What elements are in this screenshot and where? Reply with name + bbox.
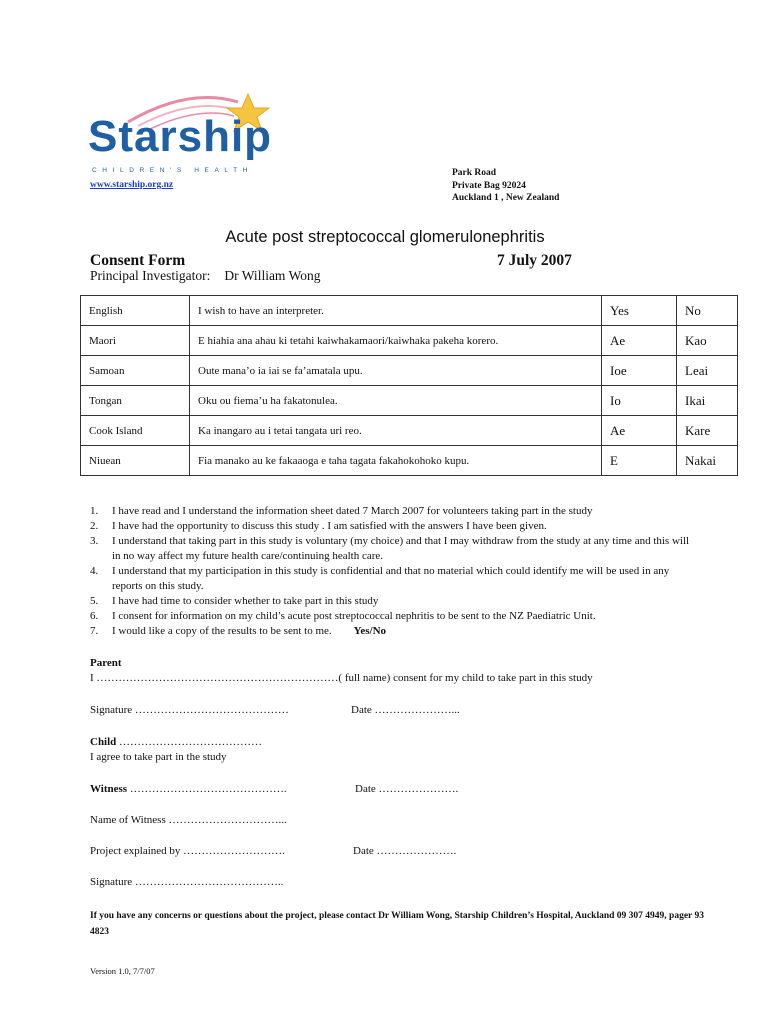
- item-text: I have had time to consider whether to take part in this study: [112, 595, 379, 607]
- witness-date-field[interactable]: Date ………………….: [355, 783, 459, 795]
- document-title: Acute post streptococcal glomerulonephritis: [225, 228, 545, 246]
- interpreter-table: [80, 295, 738, 476]
- item-number: 3.: [90, 535, 99, 547]
- yes-option[interactable]: Ae: [602, 326, 677, 356]
- language-cell: Niuean: [81, 446, 190, 476]
- yes-no-choice[interactable]: Yes/No: [353, 625, 387, 637]
- parent-date-field[interactable]: Date …………………...: [351, 704, 460, 716]
- principal-investigator: [90, 268, 320, 284]
- table-row: [81, 446, 738, 476]
- consent-statements: [90, 504, 690, 639]
- table-row: [81, 326, 738, 356]
- form-date: 7 July 2007: [497, 252, 572, 269]
- parent-label: Parent: [90, 657, 122, 669]
- contact-note: If you have any concerns or questions about the project, please contact Dr William Wong, Starship Children’s Hospital, Auckland 09 307 4949, pager 93 4823: [90, 911, 704, 937]
- item-number: 4.: [90, 565, 99, 577]
- child-name-field[interactable]: …………………………………: [116, 736, 263, 748]
- table-row: [81, 386, 738, 416]
- witness-line[interactable]: [90, 783, 287, 795]
- item-number: 5.: [90, 595, 99, 607]
- phrase-cell: Fia manako au ke fakaaoga e taha tagata fakahokohoko kupu.: [190, 446, 602, 476]
- no-option[interactable]: Nakai: [677, 446, 738, 476]
- list-item: [90, 594, 690, 609]
- yes-option[interactable]: Ioe: [602, 356, 677, 386]
- final-signature-field[interactable]: Signature …………………………………..: [90, 876, 284, 888]
- address-block: [452, 167, 559, 205]
- child-label: Child: [90, 736, 117, 748]
- no-option[interactable]: Kare: [677, 416, 738, 446]
- pi-label: Principal Investigator:: [90, 268, 211, 283]
- child-agree-text: I agree to take part in the study: [90, 751, 227, 763]
- item-number: 7.: [90, 625, 99, 637]
- version-label: Version 1.0, 7/7/07: [90, 966, 155, 976]
- address-line: Private Bag 92024: [452, 180, 526, 191]
- list-item: [90, 504, 690, 519]
- list-item: [90, 609, 690, 624]
- address-line: Auckland 1 , New Zealand: [452, 193, 560, 203]
- item-text: I would like a copy of the results to be sent to me.: [112, 625, 332, 637]
- item-text: I have had the opportunity to discuss this study . I am satisfied with the answers I have been given.: [112, 520, 547, 532]
- language-cell: Samoan: [81, 356, 190, 386]
- parent-signature-field[interactable]: Signature ……………………………………: [90, 704, 289, 716]
- no-option[interactable]: Ikai: [677, 386, 738, 416]
- yes-option[interactable]: Yes: [602, 296, 677, 326]
- witness-name-field[interactable]: Name of Witness …………………………...: [90, 814, 287, 826]
- list-item: [90, 624, 690, 639]
- form-heading: Consent Form: [90, 252, 186, 269]
- item-number: 6.: [90, 610, 99, 622]
- item-text: I understand that taking part in this study is voluntary (my choice) and that I may withdraw from the study at any time and this will in no way affect my future health care/continuing health care.: [112, 535, 690, 562]
- phrase-cell: I wish to have an interpreter.: [190, 296, 602, 326]
- language-cell: Maori: [81, 326, 190, 356]
- no-option[interactable]: No: [677, 296, 738, 326]
- item-text: I have read and I understand the information sheet dated 7 March 2007 for volunteers taking part in the study: [112, 505, 593, 517]
- list-item: [90, 519, 690, 534]
- phrase-cell: Ka inangaro au i tetai tangata uri reo.: [190, 416, 602, 446]
- phrase-cell: Oku ou fiema’u ha fakatonulea.: [190, 386, 602, 416]
- no-option[interactable]: Leai: [677, 356, 738, 386]
- item-text: I consent for information on my child’s acute post streptococcal nephritis to be sent to the NZ Paediatric Unit.: [112, 610, 596, 622]
- phrase-cell: E hiahia ana ahau ki tetahi kaiwhakamaori/kaiwhaka pakeha korero.: [190, 326, 602, 356]
- table-row: [81, 356, 738, 386]
- pi-name: Dr William Wong: [224, 268, 321, 283]
- list-item: [90, 564, 690, 594]
- table-row: [81, 416, 738, 446]
- table-row: [81, 296, 738, 326]
- phrase-cell: Oute mana’o ia iai se fa’amatala upu.: [190, 356, 602, 386]
- logo-tagline: CHILDREN'S HEALTH: [92, 167, 253, 174]
- no-option[interactable]: Kao: [677, 326, 738, 356]
- address-line: Park Road: [452, 168, 497, 178]
- logo-wordmark: Starship: [88, 112, 273, 161]
- parent-consent-line[interactable]: I …………………………………………………………( full name) consent for my child to take part in this study: [90, 672, 593, 684]
- yes-option[interactable]: E: [602, 446, 677, 476]
- project-date-field[interactable]: Date ………………….: [353, 845, 457, 857]
- witness-label: Witness: [90, 783, 128, 795]
- language-cell: English: [81, 296, 190, 326]
- project-explained-field[interactable]: Project explained by ……………………….: [90, 845, 285, 857]
- website-link[interactable]: www.starship.org.nz: [90, 180, 174, 190]
- yes-option[interactable]: Io: [602, 386, 677, 416]
- item-number: 2.: [90, 520, 99, 532]
- list-item: [90, 534, 690, 564]
- language-cell: Cook Island: [81, 416, 190, 446]
- item-number: 1.: [90, 505, 99, 517]
- yes-option[interactable]: Ae: [602, 416, 677, 446]
- child-line[interactable]: [90, 736, 262, 748]
- language-cell: Tongan: [81, 386, 190, 416]
- witness-signature-field[interactable]: …………………………………….: [127, 783, 287, 795]
- item-text: I understand that my participation in this study is confidential and that no material which could identify me will be used in any reports on this study.: [112, 565, 670, 592]
